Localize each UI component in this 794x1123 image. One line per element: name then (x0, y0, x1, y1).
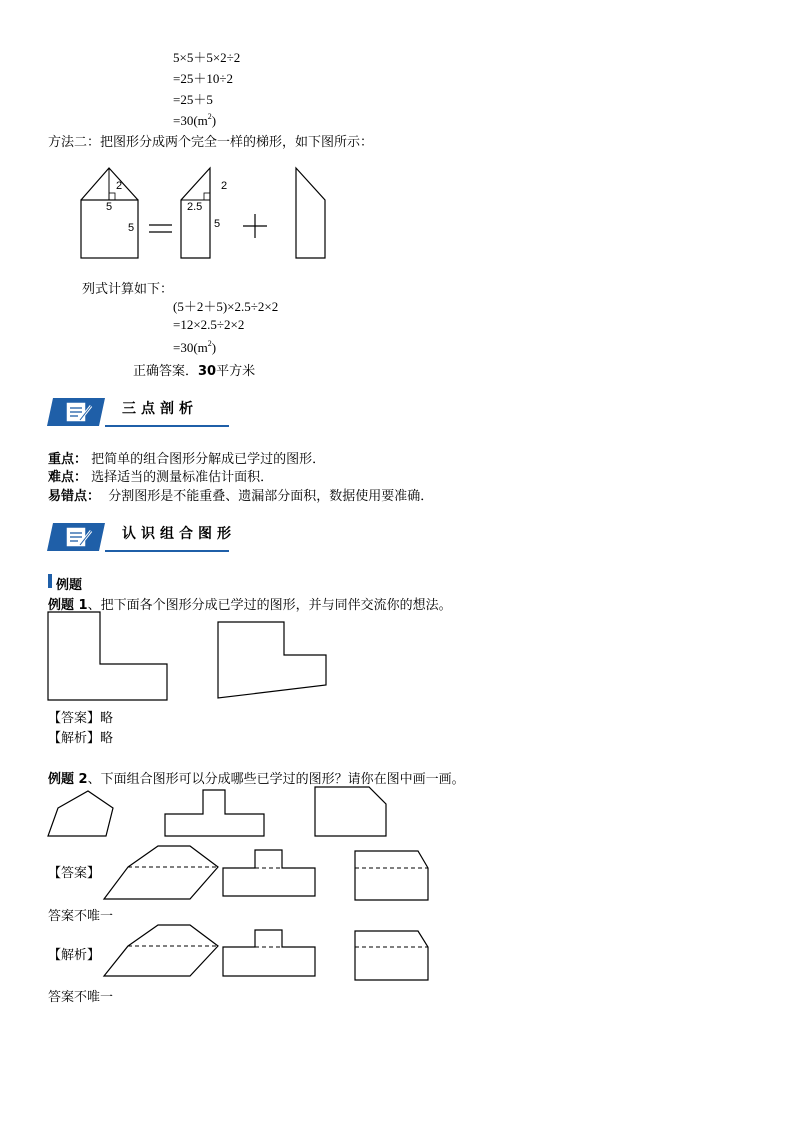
section-2-title: 认识组合图形 (122, 526, 236, 542)
key-text: 把简单的组合图形分解成已学过的图形． (91, 452, 326, 467)
label-mid-5: 5 (214, 218, 221, 230)
section-1-title: 三点剖析 (122, 401, 198, 417)
pentagon (48, 791, 113, 836)
calc1-line-4 (173, 112, 216, 129)
example-1-text: 、把下面各个图形分成已学过的图形，并与同伴交流你的想法。 (87, 598, 452, 613)
calc1-line-3: =25＋5 (173, 92, 213, 107)
example-1-shapes (0, 605, 794, 705)
example-tag: 例题 (56, 578, 83, 593)
label-mid-2: 2 (221, 180, 228, 192)
error-label: 易错点： (48, 489, 101, 504)
key-point (48, 448, 325, 467)
example-1-analysis: 【解析】略 (48, 731, 114, 746)
calc1-line-1: 5×5＋5×2÷2 (173, 50, 241, 65)
calc1-sup: 2 (207, 112, 212, 121)
trapezoid-split-figure (0, 160, 794, 290)
label-left-2: 2 (116, 180, 123, 192)
answer-label: 正确答案． (133, 364, 199, 379)
t-shape (165, 790, 264, 836)
example-tag-bar (48, 574, 52, 588)
example-2-analysis-shapes (0, 920, 794, 980)
error-point (48, 485, 433, 504)
calc1-line-2: =25＋10÷2 (173, 71, 233, 86)
answer-unit: 平方米 (216, 364, 256, 379)
calc2-sup: 2 (207, 339, 212, 348)
example-2-text: 、下面组合图形可以分成哪些已学过的图形？请你在图中画一画。 (87, 772, 465, 787)
label-mid-25: 2.5 (187, 201, 203, 213)
example-2-answer-tag: 【答案】 (48, 866, 101, 881)
calc2-line-2: =12×2.5÷2×2 (173, 317, 245, 332)
answer-parallelogram (104, 846, 218, 899)
middle-trapezoid (181, 168, 210, 258)
key-label: 重点： (48, 452, 88, 467)
calc2-heading: 列式计算如下： (82, 282, 174, 297)
middle-right-angle (204, 193, 210, 200)
example-1-answer: 【答案】略 (48, 711, 114, 726)
left-right-angle (109, 193, 115, 200)
answer-t-shape (223, 850, 315, 896)
example-2-analysis-note: 答案不唯一 (48, 990, 114, 1005)
calc2-line-3 (173, 339, 216, 356)
example-2-label: 例题 2 (48, 772, 88, 787)
analysis-t-shape (223, 930, 315, 976)
hard-label: 难点： (48, 470, 88, 485)
l-shape (48, 612, 167, 700)
analysis-parallelogram (104, 925, 218, 976)
error-text: 分割图形是不能重叠、遗漏部分面积，数据使用要准确． (108, 489, 434, 504)
hard-text: 选择适当的测量标准估计面积． (91, 470, 274, 485)
calc2-line-1: (5＋2＋5)×2.5÷2×2 (173, 299, 279, 314)
example-2-shapes (0, 780, 794, 840)
label-left-5a: 5 (106, 201, 113, 213)
calc2-suffix: ) (211, 340, 217, 355)
cut-rectangle (315, 787, 386, 836)
calc1-suffix: ) (211, 113, 217, 128)
analysis-cut-rectangle (355, 931, 428, 980)
answer-value: 30 (198, 364, 217, 379)
label-left-5b: 5 (128, 222, 135, 234)
right-trapezoid (296, 168, 325, 258)
calc1-result: =30(m (173, 113, 208, 128)
example-2-answer-note: 答案不唯一 (48, 909, 114, 924)
example-2-analysis-tag: 【解析】 (48, 948, 101, 963)
example-2-answer-shapes (0, 840, 794, 900)
hard-point (48, 466, 273, 485)
calc2-answer (133, 360, 255, 379)
trapezoid-l-shape (218, 622, 326, 698)
method2-text: 方法二：把图形分成两个完全一样的梯形，如下图所示： (48, 135, 374, 150)
calc2-result: =30(m (173, 340, 208, 355)
answer-cut-rectangle (355, 851, 428, 900)
example-1-label: 例题 1 (48, 598, 88, 613)
